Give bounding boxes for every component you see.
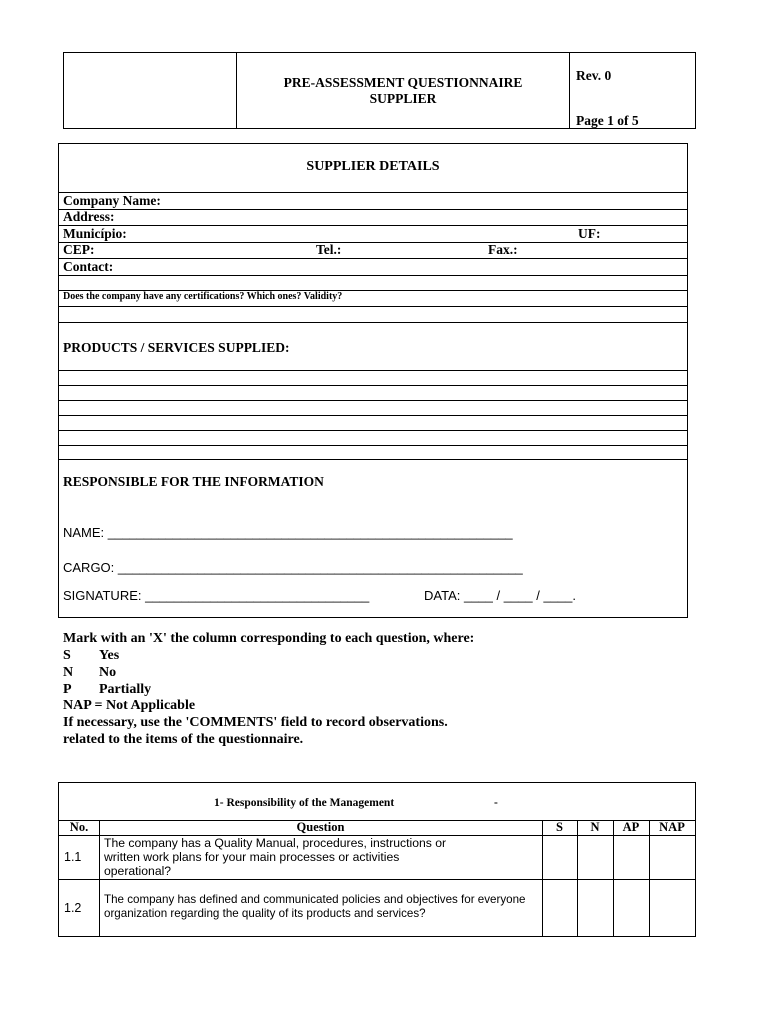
question-number: 1.1 [64, 850, 82, 864]
products-services-title: PRODUCTS / SERVICES SUPPLIED: [63, 340, 290, 355]
instructions-comments: If necessary, use the 'COMMENTS' field to record observations. [63, 715, 448, 730]
answer-cell-n[interactable] [578, 880, 612, 936]
question-text-line: written work plans for your main processes or activities [104, 850, 400, 864]
column-header-ap: AP [622, 820, 640, 834]
instructions-related: related to the items of the questionnaire. [63, 732, 304, 747]
cep-label[interactable]: CEP: [63, 242, 95, 257]
supplier-details-box [58, 143, 688, 618]
cargo-field[interactable]: CARGO: ________________________________________________________ [63, 560, 523, 575]
answer-cell-nap[interactable] [650, 880, 694, 936]
fax-label[interactable]: Fax.: [488, 242, 518, 257]
certifications-question: Does the company have any certifications? Which ones? Validity? [63, 291, 343, 302]
company-name-label[interactable]: Company Name: [63, 193, 161, 208]
column-header-question: Question [296, 820, 345, 834]
responsible-title: RESPONSIBLE FOR THE INFORMATION [63, 474, 324, 489]
logo-cell [64, 53, 237, 128]
question-text-line: The company has a Quality Manual, procedures, instructions or [104, 836, 447, 850]
legend-n-label: No [99, 665, 117, 680]
supplier-details-title: SUPPLIER DETAILS [306, 159, 440, 174]
instructions-intro: Mark with an 'X' the column corresponding to each question, where: [63, 631, 475, 646]
answer-cell-s[interactable] [543, 836, 576, 878]
legend-s-label: Yes [99, 648, 120, 663]
revision-number: Rev. 0 [576, 68, 612, 83]
column-header-n: N [590, 820, 600, 834]
page-number: Page 1 of 5 [576, 113, 639, 128]
answer-cell-ap[interactable] [614, 836, 648, 878]
question-number: 1.2 [64, 901, 82, 915]
answer-cell-s[interactable] [543, 880, 576, 936]
signature-field[interactable]: SIGNATURE: _______________________________ [63, 588, 370, 603]
questionnaire-table [58, 782, 696, 937]
date-field[interactable]: DATA: ____ / ____ / ____. [424, 588, 577, 603]
column-header-nap: NAP [659, 820, 685, 834]
answer-cell-n[interactable] [578, 836, 612, 878]
answer-cell-ap[interactable] [614, 880, 648, 936]
question-text-line: The company has defined and communicated policies and objectives for everyone [104, 893, 526, 906]
uf-label[interactable]: UF: [578, 226, 601, 241]
answer-cell-nap[interactable] [650, 836, 694, 878]
name-field[interactable]: NAME: ________________________________________________________ [63, 525, 513, 540]
legend-p-code: P [63, 682, 72, 697]
document-title: PRE-ASSESSMENT QUESTIONNAIRE [283, 75, 523, 90]
document-subtitle: SUPPLIER [369, 91, 437, 106]
contact-label[interactable]: Contact: [63, 259, 114, 274]
municipio-label[interactable]: Município: [63, 226, 127, 241]
legend-nap: NAP = Not Applicable [63, 698, 196, 713]
tel-label[interactable]: Tel.: [316, 242, 342, 257]
legend-p-label: Partially [99, 682, 152, 697]
section-dash: - [494, 797, 498, 809]
column-header-s: S [556, 820, 563, 834]
section-title: 1- Responsibility of the Management [214, 797, 395, 809]
legend-s-code: S [63, 648, 71, 663]
legend-n-code: N [63, 665, 74, 680]
address-label[interactable]: Address: [63, 209, 115, 224]
question-text-line: operational? [104, 864, 172, 878]
column-header-no: No. [69, 820, 89, 834]
document-header [63, 52, 696, 129]
question-text-line: organization regarding the quality of its products and services? [104, 907, 426, 920]
